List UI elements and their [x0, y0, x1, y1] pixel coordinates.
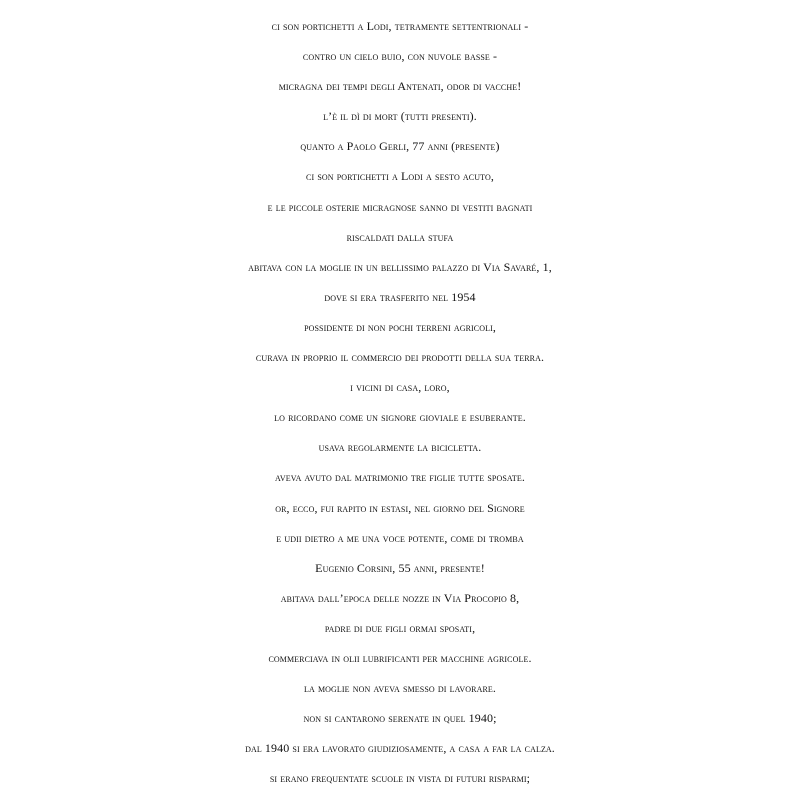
poem-line-20: abitava dall’epoca delle nozze in Via Procopio 8,: [280, 590, 520, 605]
poem-line-22: commerciava in olii lubrificanti per macchine agricole.: [268, 650, 532, 665]
poem-line-10: dove si era trasferito nel 1954: [324, 289, 476, 304]
poem-line-18: e udii dietro a me una voce potente, come di tromba: [276, 530, 524, 545]
poem-line-21: padre di due figli ormai sposati,: [324, 620, 476, 635]
poem-line-4: l’è il dì di mort (tutti presenti).: [323, 109, 477, 124]
poem-line-24: non si cantarono serenate in quel 1940;: [303, 711, 497, 726]
poem-line-6: ci son portichetti a Lodi a sesto acuto,: [306, 169, 494, 184]
poem-line-7: e le piccole osterie micragnose sanno di vestiti bagnati: [267, 199, 533, 214]
poem-line-17: or, ecco, fui rapito in estasi, nel giorno del Signore: [275, 500, 525, 515]
poem-line-25: dal 1940 si era lavorato giudiziosamente, a casa a far la calza.: [245, 741, 555, 756]
poem-line-13: i vicini di casa, loro,: [350, 380, 450, 395]
poem-line-9: abitava con la moglie in un bellissimo palazzo di Via Savaré, 1,: [248, 259, 552, 274]
poem-line-2: contro un cielo buio, con nuvole basse -: [302, 49, 498, 64]
poem-line-8: riscaldati dalla stufa: [346, 229, 454, 244]
poem-line-12: curava in proprio il commercio dei prodotti della sua terra.: [255, 350, 545, 365]
poem-line-5: quanto a Paolo Gerli, 77 anni (presente): [300, 139, 500, 154]
poem-line-23: la moglie non aveva smesso di lavorare.: [303, 681, 497, 696]
poem-line-19: Eugenio Corsini, 55 anni, presente!: [315, 560, 485, 575]
poem-line-26: si erano frequentate scuole in vista di futuri risparmi;: [269, 771, 531, 786]
poem-line-11: possidente di non pochi terreni agricoli,: [304, 319, 496, 334]
poem-line-15: usava regolarmente la bicicletta.: [318, 440, 482, 455]
poem-line-3: micragna dei tempi degli Antenati, odor di vacche!: [278, 79, 522, 94]
poem-text: [0, 11, 800, 793]
poem-line-16: aveva avuto dal matrimonio tre figlie tutte sposate.: [275, 470, 525, 485]
poem-line-14: lo ricordano come un signore gioviale e esuberante.: [274, 410, 526, 425]
poem-line-1: ci son portichetti a Lodi, tetramente settentrionali -: [271, 19, 529, 33]
